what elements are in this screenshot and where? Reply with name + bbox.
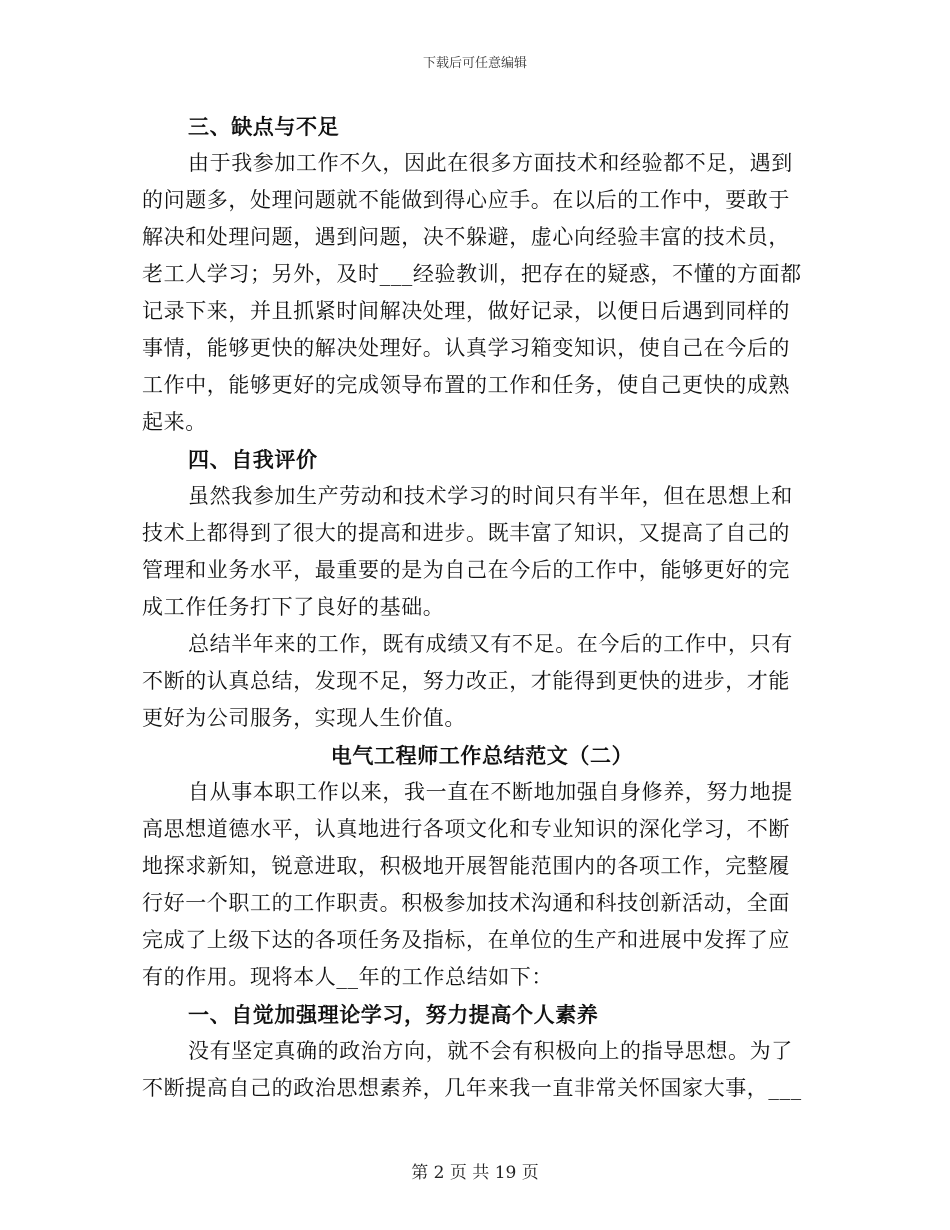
paragraph-line: 技术上都得到了很大的提高和进步。既丰富了知识，又提高了自己的: [142, 521, 790, 545]
page-header-note: 下载后可任意编辑: [422, 56, 527, 71]
paragraph-line: 自从事本职工作以来，我一直在不断地加强自身修养，努力地提: [188, 780, 793, 804]
document-body: [142, 108, 802, 1107]
paragraph-line: 记录下来，并且抓紧时间解决处理，做好记录，以便日后遇到同样的: [142, 299, 790, 323]
section-heading-shortcomings: 三、缺点与不足: [188, 114, 340, 139]
section-heading-theory-study: 一、自觉加强理论学习，努力提高个人素养: [188, 1002, 599, 1027]
paragraph-line: 地探求新知，锐意进取，积极地开展智能范围内的各项工作，完整履: [142, 854, 790, 878]
paragraph-line: 工作中，能够更好的完成领导布置的工作和任务，使自己更快的成熟: [142, 373, 790, 397]
paragraph-line: 完成了上级下达的各项任务及指标，在单位的生产和进展中发挥了应: [142, 928, 790, 952]
paragraph-line: 高思想道德水平，认真地进行各项文化和专业知识的深化学习，不断: [142, 817, 790, 841]
page-footer-number: 第 2 页 共 19 页: [411, 1163, 539, 1183]
paragraph-line: 起来。: [142, 410, 207, 434]
paragraph-line: 老工人学习；另外，及时___经验教训，把存在的疑惑，不懂的方面都: [142, 262, 802, 286]
paragraph-line: 不断提高自己的政治思想素养，几年来我一直非常关怀国家大事，___: [142, 1076, 802, 1100]
paragraph-line: 的问题多，处理问题就不能做到得心应手。在以后的工作中，要敢于: [142, 188, 790, 212]
paragraph-line: 由于我参加工作不久，因此在很多方面技术和经验都不足，遇到: [188, 151, 793, 175]
document-section-title: 电气工程师工作总结范文（二）: [330, 743, 634, 768]
section-heading-self-evaluation: 四、自我评价: [188, 447, 318, 472]
paragraph-line: 管理和业务水平，最重要的是为自己在今后的工作中，能够更好的完: [142, 558, 790, 582]
paragraph-line: 总结半年来的工作，既有成绩又有不足。在今后的工作中，只有: [188, 632, 793, 656]
paragraph-line: 更好为公司服务，实现人生价值。: [142, 706, 466, 730]
paragraph-line: 不断的认真总结，发现不足，努力改正，才能得到更快的进步，才能: [142, 669, 790, 693]
paragraph-line: 虽然我参加生产劳动和技术学习的时间只有半年，但在思想上和: [188, 484, 793, 508]
paragraph-line: 有的作用。现将本人__年的工作总结如下：: [142, 965, 553, 989]
paragraph-line: 成工作任务打下了良好的基础。: [142, 595, 445, 619]
paragraph-line: 事情，能够更快的解决处理好。认真学习箱变知识，使自己在今后的: [142, 336, 790, 360]
paragraph-line: 解决和处理问题，遇到问题，决不躲避，虚心向经验丰富的技术员，: [142, 225, 790, 249]
paragraph-line: 行好一个职工的工作职责。积极参加技术沟通和科技创新活动，全面: [142, 891, 790, 915]
paragraph-line: 没有坚定真确的政治方向，就不会有积极向上的指导思想。为了: [188, 1039, 793, 1063]
